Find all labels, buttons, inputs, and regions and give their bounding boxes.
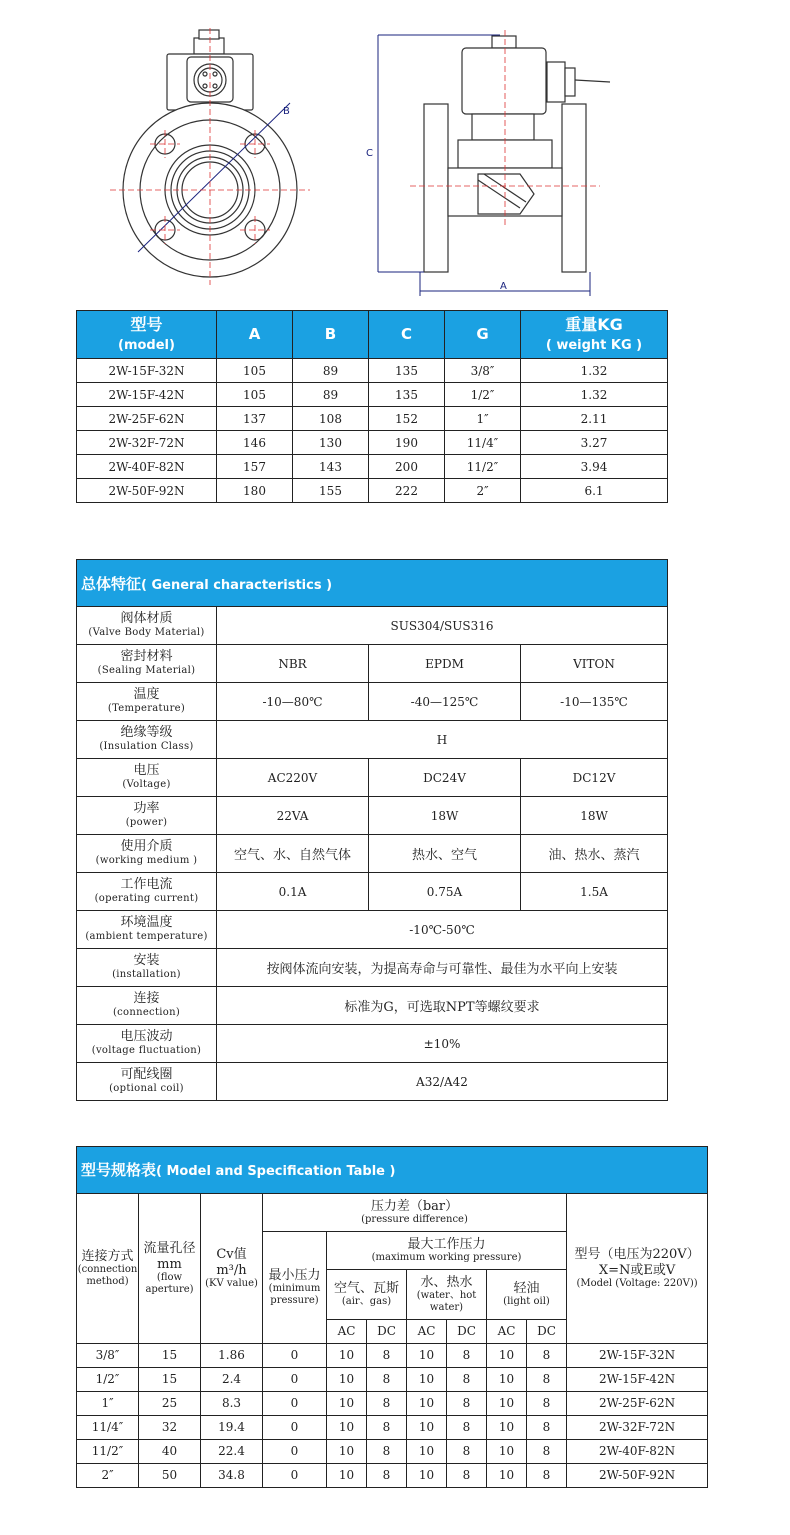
table-row bbox=[77, 407, 668, 431]
dimension-table bbox=[76, 310, 668, 503]
cell-c: 222 bbox=[369, 479, 445, 503]
dimension-c-label: C bbox=[366, 148, 373, 159]
header-cv: Cv值 m³/h (KV value) bbox=[201, 1194, 263, 1344]
table-row bbox=[77, 479, 668, 503]
cell-g: 11/4″ bbox=[445, 431, 521, 455]
cell-g: 2″ bbox=[445, 479, 521, 503]
cell-a: 137 bbox=[217, 407, 293, 431]
cell-b: 108 bbox=[293, 407, 369, 431]
row-temperature: 温度 (Temperature) -10—80℃ -40—125℃ -10—135℃ bbox=[77, 683, 668, 721]
header-model: 型号（电压为220V） X=N或E或V (Model (Voltage: 220V)) bbox=[567, 1194, 708, 1344]
row-installation: 安装 (installation) 按阀体流向安装，为提高寿命与可靠性、最佳为水平向上安装 bbox=[77, 949, 668, 987]
cell-weight: 2.11 bbox=[521, 407, 668, 431]
cell-a: 146 bbox=[217, 431, 293, 455]
header-a: A bbox=[217, 311, 293, 359]
table-row: 11/4″ 32 19.4 0 10 8 10 8 10 8 2W-32F-72N bbox=[77, 1416, 708, 1440]
cell-weight: 6.1 bbox=[521, 479, 668, 503]
dimension-header-row bbox=[77, 311, 668, 359]
table-row: 1/2″ 15 2.4 0 10 8 10 8 10 8 2W-15F-42N bbox=[77, 1368, 708, 1392]
header-ac: AC bbox=[327, 1320, 367, 1344]
cell-c: 200 bbox=[369, 455, 445, 479]
cell-g: 3/8″ bbox=[445, 359, 521, 383]
dimension-b-label: B bbox=[283, 106, 290, 117]
cell-c: 135 bbox=[369, 359, 445, 383]
header-g: G bbox=[445, 311, 521, 359]
table-row: 3/8″ 15 1.86 0 10 8 10 8 10 8 2W-15F-32N bbox=[77, 1344, 708, 1368]
header-b: B bbox=[293, 311, 369, 359]
cell-a: 180 bbox=[217, 479, 293, 503]
cell-model: 2W-50F-92N bbox=[77, 479, 217, 503]
header-min-pressure: 最小压力 (minimum pressure) bbox=[263, 1232, 327, 1344]
dimension-a-label: A bbox=[500, 281, 507, 292]
header-connection: 连接方式 (connection method) bbox=[77, 1194, 139, 1344]
table-row bbox=[77, 383, 668, 407]
header-oil: 轻油 (light oil) bbox=[487, 1270, 567, 1320]
cell-c: 152 bbox=[369, 407, 445, 431]
cell-b: 89 bbox=[293, 383, 369, 407]
cell-weight: 3.27 bbox=[521, 431, 668, 455]
header-pressure-difference: 压力差（bar） (pressure difference) bbox=[263, 1194, 567, 1232]
general-title: 总体特征( General characteristics ) bbox=[77, 560, 668, 607]
cell-model: 2W-15F-42N bbox=[77, 383, 217, 407]
table-row bbox=[77, 359, 668, 383]
cell-c: 190 bbox=[369, 431, 445, 455]
cell-a: 105 bbox=[217, 359, 293, 383]
row-fluctuation: 电压波动 (voltage fluctuation) ±10% bbox=[77, 1025, 668, 1063]
cell-g: 1″ bbox=[445, 407, 521, 431]
cell-weight: 1.32 bbox=[521, 359, 668, 383]
header-flow: 流量孔径mm (flow aperture) bbox=[139, 1194, 201, 1344]
header-air-gas: 空气、瓦斯 (air、gas) bbox=[327, 1270, 407, 1320]
cell-weight: 3.94 bbox=[521, 455, 668, 479]
row-insulation: 绝缘等级 (Insulation Class) H bbox=[77, 721, 668, 759]
valve-technical-drawing bbox=[0, 0, 790, 305]
header-model: 型号 (model) bbox=[77, 311, 217, 359]
row-voltage: 电压 (Voltage) AC220V DC24V DC12V bbox=[77, 759, 668, 797]
cell-a: 105 bbox=[217, 383, 293, 407]
row-coil: 可配线圈 (optional coil) A32/A42 bbox=[77, 1063, 668, 1101]
cell-c: 135 bbox=[369, 383, 445, 407]
row-medium: 使用介质 (working medium ) 空气、水、自然气体 热水、空气 油、热水、蒸汽 bbox=[77, 835, 668, 873]
cell-b: 155 bbox=[293, 479, 369, 503]
row-ambient: 环境温度 (ambient temperature) -10℃-50℃ bbox=[77, 911, 668, 949]
cell-model: 2W-40F-82N bbox=[77, 455, 217, 479]
header-dc: DC bbox=[447, 1320, 487, 1344]
valve-side-view bbox=[424, 36, 610, 272]
spec-title: 型号规格表( Model and Specification Table ) bbox=[77, 1147, 708, 1194]
table-row bbox=[77, 455, 668, 479]
row-connection: 连接 (connection) 标准为G，可选取NPT等螺纹要求 bbox=[77, 987, 668, 1025]
row-body-material: 阀体材质 (Valve Body Material) SUS304/SUS316 bbox=[77, 607, 668, 645]
table-row: 2″ 50 34.8 0 10 8 10 8 10 8 2W-50F-92N bbox=[77, 1464, 708, 1488]
header-dc: DC bbox=[527, 1320, 567, 1344]
row-sealing: 密封材料 (Sealing Material) NBR EPDM VITON bbox=[77, 645, 668, 683]
header-dc: DC bbox=[367, 1320, 407, 1344]
cell-b: 130 bbox=[293, 431, 369, 455]
cell-b: 143 bbox=[293, 455, 369, 479]
table-row bbox=[77, 431, 668, 455]
spec-header-row-1 bbox=[77, 1194, 708, 1232]
model-specification-table bbox=[76, 1146, 708, 1488]
header-max-pressure: 最大工作压力 (maximum working pressure) bbox=[327, 1232, 567, 1270]
general-characteristics-table bbox=[76, 559, 668, 1101]
row-current: 工作电流 (operating current) 0.1A 0.75A 1.5A bbox=[77, 873, 668, 911]
cell-a: 157 bbox=[217, 455, 293, 479]
cell-model: 2W-32F-72N bbox=[77, 431, 217, 455]
cell-g: 1/2″ bbox=[445, 383, 521, 407]
row-power: 功率 (power) 22VA 18W 18W bbox=[77, 797, 668, 835]
cell-model: 2W-15F-32N bbox=[77, 359, 217, 383]
cell-model: 2W-25F-62N bbox=[77, 407, 217, 431]
cell-g: 11/2″ bbox=[445, 455, 521, 479]
header-ac: AC bbox=[487, 1320, 527, 1344]
cell-b: 89 bbox=[293, 359, 369, 383]
cell-weight: 1.32 bbox=[521, 383, 668, 407]
header-ac: AC bbox=[407, 1320, 447, 1344]
header-c: C bbox=[369, 311, 445, 359]
header-weight: 重量KG ( weight KG ) bbox=[521, 311, 668, 359]
header-water: 水、热水 (water、hot water) bbox=[407, 1270, 487, 1320]
table-row: 11/2″ 40 22.4 0 10 8 10 8 10 8 2W-40F-82N bbox=[77, 1440, 708, 1464]
table-row: 1″ 25 8.3 0 10 8 10 8 10 8 2W-25F-62N bbox=[77, 1392, 708, 1416]
